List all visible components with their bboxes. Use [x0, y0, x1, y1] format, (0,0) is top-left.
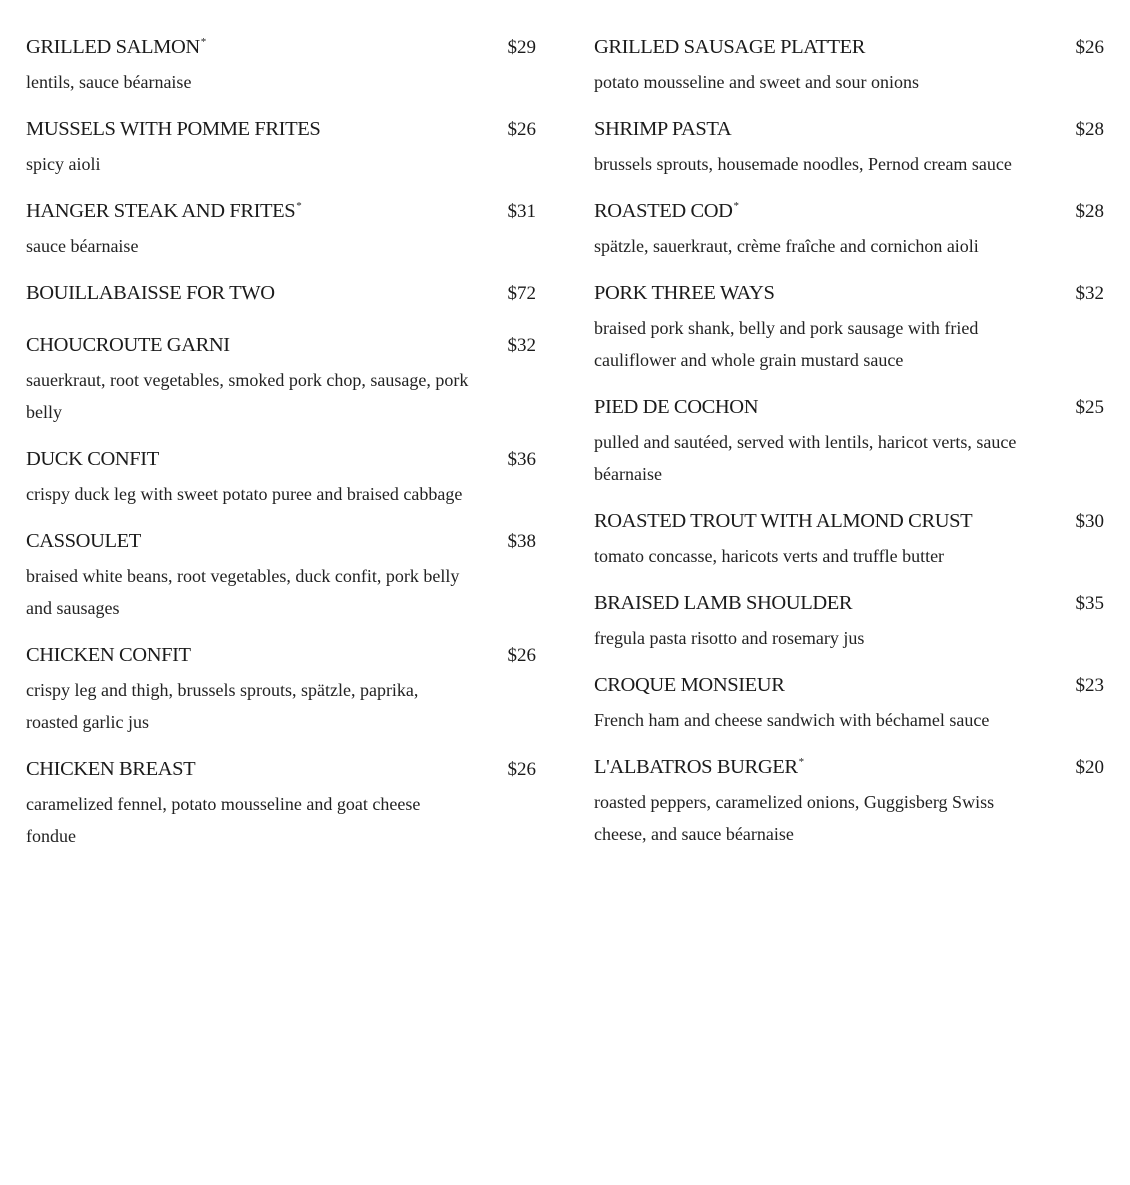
- item-description: crispy duck leg with sweet potato puree and braised cabbage: [26, 484, 463, 504]
- item-header: [594, 36, 1104, 66]
- item-description: lentils, sauce béarnaise: [26, 72, 192, 92]
- item-name: CHOUCROUTE GARNI: [26, 334, 230, 356]
- menu-item: [26, 200, 536, 262]
- item-header: [26, 758, 536, 788]
- item-description: fregula pasta risotto and rosemary jus: [594, 628, 865, 648]
- item-header: [26, 200, 536, 230]
- item-price: $20: [1075, 757, 1104, 778]
- item-name: ROASTED TROUT WITH ALMOND CRUST: [594, 510, 973, 532]
- menu-item: [26, 36, 536, 98]
- item-description: spicy aioli: [26, 154, 101, 174]
- menu-item: [594, 36, 1104, 98]
- item-header: [26, 530, 536, 560]
- item-header: [26, 448, 536, 478]
- item-description: spätzle, sauerkraut, crème fraîche and cornichon aioli: [594, 236, 979, 256]
- item-star: *: [798, 756, 804, 768]
- item-price: $29: [507, 37, 536, 58]
- item-name: DUCK CONFIT: [26, 448, 159, 470]
- item-header: [26, 282, 536, 312]
- item-price: $23: [1075, 675, 1104, 696]
- item-header: [594, 200, 1104, 230]
- item-price: $32: [507, 335, 536, 356]
- menu-item: [26, 334, 536, 428]
- item-name: CHICKEN BREAST: [26, 758, 196, 780]
- item-description: brussels sprouts, housemade noodles, Pernod cream sauce: [594, 154, 1012, 174]
- item-price: $25: [1075, 397, 1104, 418]
- item-price: $35: [1075, 593, 1104, 614]
- item-description: braised pork shank, belly and pork sausage with fried cauliflower and whole grain mustard sauce: [594, 318, 979, 370]
- item-price: $26: [507, 119, 536, 140]
- menu-item: [594, 592, 1104, 654]
- menu-item: [594, 200, 1104, 262]
- item-price: $31: [507, 201, 536, 222]
- item-header: [594, 756, 1104, 786]
- item-description: tomato concasse, haricots verts and truffle butter: [594, 546, 945, 566]
- item-name: L'ALBATROS BURGER*: [594, 756, 804, 778]
- menu-item: [26, 448, 536, 510]
- item-name: PORK THREE WAYS: [594, 282, 775, 304]
- item-star: *: [296, 200, 302, 212]
- item-name: MUSSELS WITH POMME FRITES: [26, 118, 321, 140]
- item-header: [594, 396, 1104, 426]
- item-price: $38: [507, 531, 536, 552]
- menu-item: [26, 530, 536, 624]
- item-header: [594, 118, 1104, 148]
- menu-item: [594, 756, 1104, 850]
- item-price: $36: [507, 449, 536, 470]
- item-name: CROQUE MONSIEUR: [594, 674, 785, 696]
- menu-item: [594, 674, 1104, 736]
- item-description: pulled and sautéed, served with lentils, haricot verts, sauce béarnaise: [594, 432, 1017, 484]
- item-price: $30: [1075, 511, 1104, 532]
- item-price: $26: [507, 645, 536, 666]
- item-price: $32: [1075, 283, 1104, 304]
- item-price: $28: [1075, 201, 1104, 222]
- item-name: BOUILLABAISSE FOR TWO: [26, 282, 275, 304]
- item-price: $26: [507, 759, 536, 780]
- item-header: [594, 674, 1104, 704]
- item-header: [26, 334, 536, 364]
- item-price: $28: [1075, 119, 1104, 140]
- menu-item: [594, 282, 1104, 376]
- item-name: BRAISED LAMB SHOULDER: [594, 592, 853, 614]
- item-header: [594, 510, 1104, 540]
- item-name: CHICKEN CONFIT: [26, 644, 191, 666]
- item-description: roasted peppers, caramelized onions, Guggisberg Swiss cheese, and sauce béarnaise: [594, 792, 995, 844]
- item-header: [594, 282, 1104, 312]
- item-name: ROASTED COD*: [594, 200, 739, 222]
- item-description: crispy leg and thigh, brussels sprouts, spätzle, paprika, roasted garlic jus: [26, 680, 419, 732]
- item-header: [594, 592, 1104, 622]
- item-description: caramelized fennel, potato mousseline and goat cheese fondue: [26, 794, 421, 846]
- menu-column-right: [594, 36, 1104, 872]
- menu-item: [594, 510, 1104, 572]
- item-star: *: [200, 36, 206, 48]
- item-header: [26, 36, 536, 66]
- menu-item: [26, 118, 536, 180]
- item-name: HANGER STEAK AND FRITES*: [26, 200, 302, 222]
- item-description: sauerkraut, root vegetables, smoked pork chop, sausage, pork belly: [26, 370, 469, 422]
- item-name: GRILLED SALMON*: [26, 36, 206, 58]
- item-description: French ham and cheese sandwich with béchamel sauce: [594, 710, 990, 730]
- item-name: CASSOULET: [26, 530, 141, 552]
- item-price: $26: [1075, 37, 1104, 58]
- item-header: [26, 118, 536, 148]
- item-description: braised white beans, root vegetables, duck confit, pork belly and sausages: [26, 566, 460, 618]
- item-description: potato mousseline and sweet and sour onions: [594, 72, 919, 92]
- item-description: sauce béarnaise: [26, 236, 139, 256]
- menu-item: [26, 758, 536, 852]
- menu-item: [26, 644, 536, 738]
- menu-column-left: [26, 36, 536, 872]
- item-name: PIED DE COCHON: [594, 396, 759, 418]
- item-star: *: [733, 200, 739, 212]
- menu-item: [26, 282, 536, 312]
- item-price: $72: [507, 283, 536, 304]
- item-name: SHRIMP PASTA: [594, 118, 732, 140]
- item-name: GRILLED SAUSAGE PLATTER: [594, 36, 865, 58]
- menu-item: [594, 396, 1104, 490]
- item-header: [26, 644, 536, 674]
- menu: [26, 36, 1104, 872]
- menu-item: [594, 118, 1104, 180]
